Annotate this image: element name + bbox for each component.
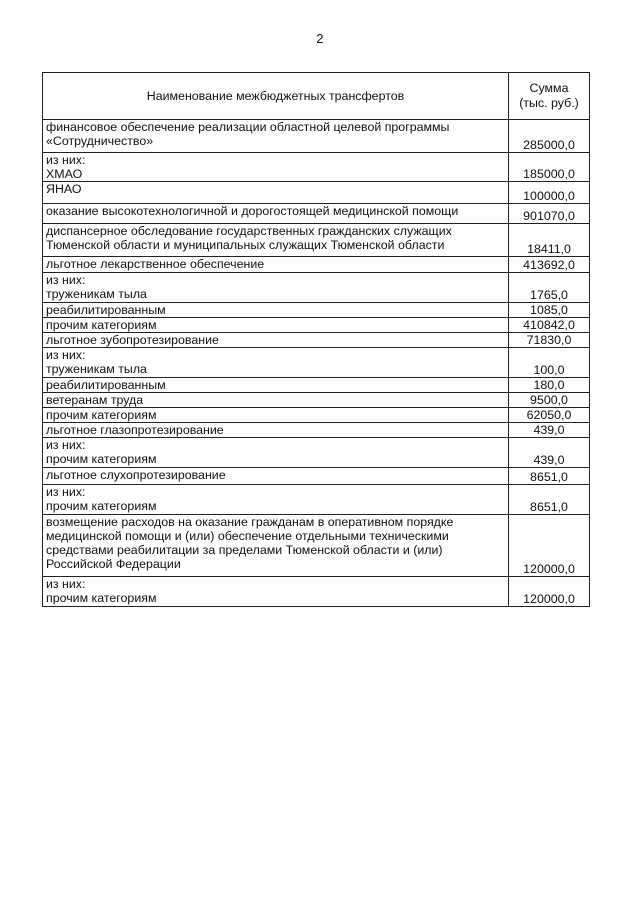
header-sum: Сумма (тыс. руб.): [509, 73, 590, 120]
table-header-row: [43, 73, 590, 120]
transfer-sum-cell: 285000,0: [509, 120, 590, 153]
transfers-table: [42, 72, 590, 607]
transfer-name-cell: льготное лекарственное обеспечение: [43, 257, 509, 273]
table-row: [43, 393, 590, 408]
transfer-sum-cell: 180,0: [509, 378, 590, 393]
transfer-sum-cell: 9500,0: [509, 393, 590, 408]
transfer-sum-cell: 62050,0: [509, 408, 590, 423]
table-row: [43, 378, 590, 393]
transfer-sum-cell: 439,0: [509, 438, 590, 468]
table-row: [43, 273, 590, 303]
transfer-name-cell: из них: труженикам тыла: [43, 273, 509, 303]
table-row: [43, 318, 590, 333]
transfer-name-cell: прочим категориям: [43, 318, 509, 333]
transfer-sum-cell: 120000,0: [509, 577, 590, 607]
table-row: [43, 348, 590, 378]
table-row: [43, 224, 590, 257]
transfer-sum-cell: 8651,0: [509, 468, 590, 485]
transfer-name-cell: реабилитированным: [43, 378, 509, 393]
transfer-name-cell: реабилитированным: [43, 303, 509, 318]
transfer-sum-cell: 8651,0: [509, 485, 590, 515]
table-row: [43, 485, 590, 515]
transfer-name-cell: из них: труженикам тыла: [43, 348, 509, 378]
transfer-name-cell: диспансерное обследование государственных гражданских служащих Тюменской области и муниципальных служащих Тюменской области: [43, 224, 509, 257]
transfer-sum-cell: 120000,0: [509, 515, 590, 577]
table-row: [43, 333, 590, 348]
transfer-sum-cell: 1085,0: [509, 303, 590, 318]
transfer-sum-cell: 413692,0: [509, 257, 590, 273]
transfer-name-cell: возмещение расходов на оказание гражданам в оперативном порядке медицинской помощи и (или) обеспечение отдельными техническими средствами реабилитации за пределами Тюменской области и (или) Российской Федерации: [43, 515, 509, 577]
table-row: [43, 515, 590, 577]
transfer-sum-cell: 439,0: [509, 423, 590, 438]
transfer-name-cell: из них: прочим категориям: [43, 438, 509, 468]
transfer-sum-cell: 71830,0: [509, 333, 590, 348]
page-number: 2: [316, 31, 324, 46]
transfer-sum-cell: 901070,0: [509, 204, 590, 224]
transfer-name-cell: ветеранам труда: [43, 393, 509, 408]
table-body: [43, 120, 590, 607]
transfer-name-cell: из них: прочим категориям: [43, 577, 509, 607]
transfer-name-cell: льготное глазопротезирование: [43, 423, 509, 438]
transfer-name-cell: из них: прочим категориям: [43, 485, 509, 515]
table-row: [43, 182, 590, 204]
transfer-name-cell: оказание высокотехнологичной и дорогостоящей медицинской помощи: [43, 204, 509, 224]
transfer-name-cell: прочим категориям: [43, 408, 509, 423]
table-row: [43, 120, 590, 153]
table-row: [43, 423, 590, 438]
table-row: [43, 204, 590, 224]
table-row: [43, 438, 590, 468]
transfer-sum-cell: 185000,0: [509, 153, 590, 182]
transfer-name-cell: финансовое обеспечение реализации областной целевой программы «Сотрудничество»: [43, 120, 509, 153]
transfer-sum-cell: 410842,0: [509, 318, 590, 333]
transfer-sum-cell: 100,0: [509, 348, 590, 378]
transfer-name-cell: льготное зубопротезирование: [43, 333, 509, 348]
table-row: [43, 303, 590, 318]
table-row: [43, 408, 590, 423]
transfer-name-cell: льготное слухопротезирование: [43, 468, 509, 485]
table-row: [43, 257, 590, 273]
table-row: [43, 153, 590, 182]
transfer-sum-cell: 1765,0: [509, 273, 590, 303]
transfer-sum-cell: 100000,0: [509, 182, 590, 204]
transfer-name-cell: ЯНАО: [43, 182, 509, 204]
table-row: [43, 577, 590, 607]
table-row: [43, 468, 590, 485]
transfer-name-cell: из них: ХМАО: [43, 153, 509, 182]
transfer-sum-cell: 18411,0: [509, 224, 590, 257]
header-name: Наименование межбюджетных трансфертов: [43, 73, 509, 120]
